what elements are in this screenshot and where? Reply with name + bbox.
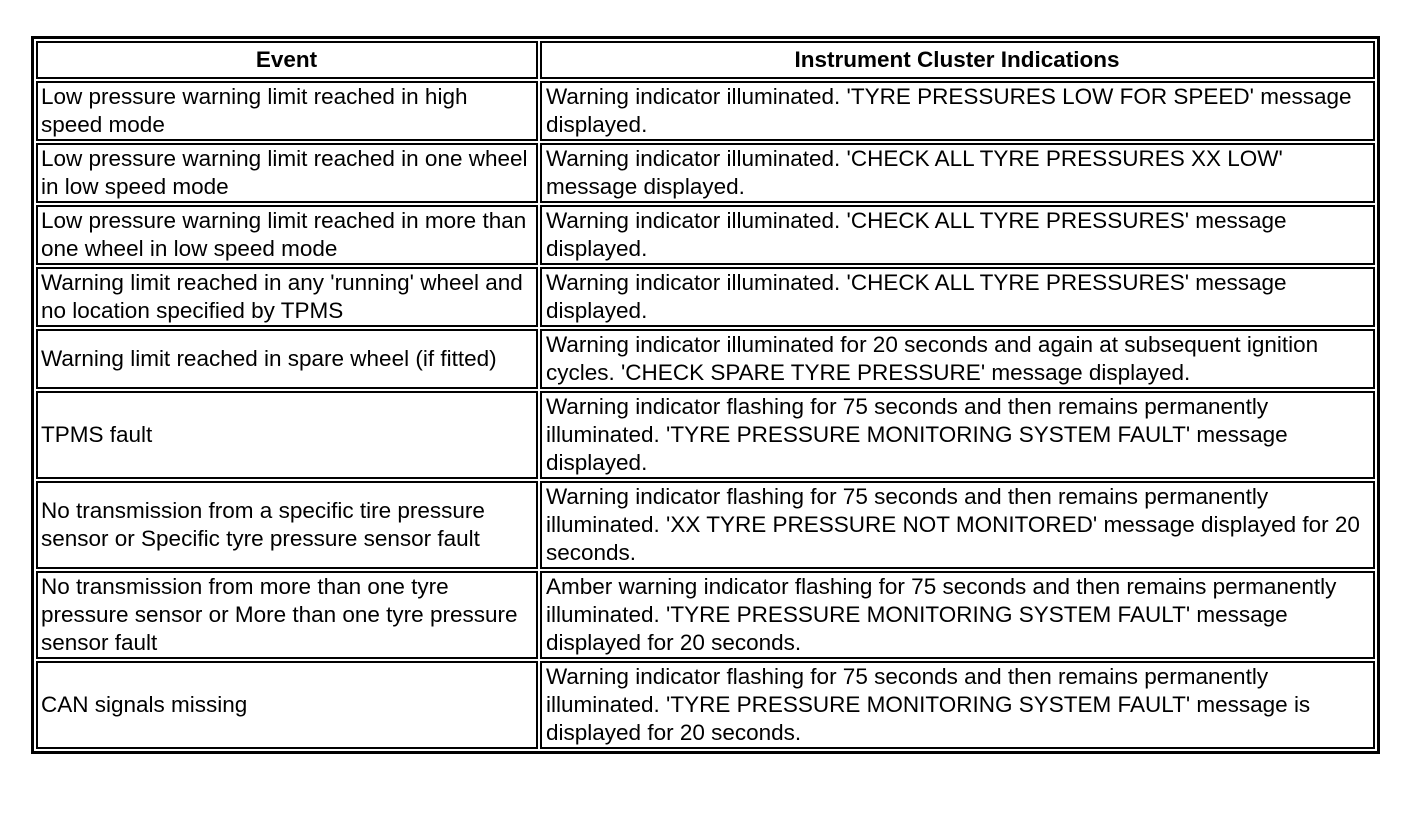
table-row: [36, 571, 1375, 659]
event-cell: Warning limit reached in spare wheel (if fitted): [36, 329, 538, 389]
table-header-row: [36, 41, 1375, 79]
table-row: [36, 143, 1375, 203]
tpms-indications-table: [34, 39, 1377, 751]
indication-cell: Warning indicator flashing for 75 seconds and then remains permanently illuminated. 'TYRE PRESSURE MONITORING SYSTEM FAULT' message is displayed for 20 seconds.: [540, 661, 1375, 749]
event-cell: Warning limit reached in any 'running' wheel and no location specified by TPMS: [36, 267, 538, 327]
column-header-event: Event: [36, 41, 538, 79]
indication-cell: Warning indicator illuminated. 'TYRE PRESSURES LOW FOR SPEED' message displayed.: [540, 81, 1375, 141]
table-row: [36, 661, 1375, 749]
indication-cell: Warning indicator flashing for 75 seconds and then remains permanently illuminated. 'TYRE PRESSURE MONITORING SYSTEM FAULT' message displayed.: [540, 391, 1375, 479]
event-cell: Low pressure warning limit reached in one wheel in low speed mode: [36, 143, 538, 203]
indication-cell: Warning indicator flashing for 75 seconds and then remains permanently illuminated. 'XX TYRE PRESSURE NOT MONITORED' message displayed for 20 seconds.: [540, 481, 1375, 569]
table-row: [36, 267, 1375, 327]
table-row: [36, 81, 1375, 141]
table-row: [36, 391, 1375, 479]
event-cell: TPMS fault: [36, 391, 538, 479]
column-header-indications: Instrument Cluster Indications: [540, 41, 1375, 79]
event-cell: No transmission from a specific tire pressure sensor or Specific tyre pressure sensor fault: [36, 481, 538, 569]
event-cell: Low pressure warning limit reached in high speed mode: [36, 81, 538, 141]
indication-cell: Warning indicator illuminated for 20 seconds and again at subsequent ignition cycles. 'CHECK SPARE TYRE PRESSURE' message displayed.: [540, 329, 1375, 389]
indication-cell: Amber warning indicator flashing for 75 seconds and then remains permanently illuminated. 'TYRE PRESSURE MONITORING SYSTEM FAULT' message displayed for 20 seconds.: [540, 571, 1375, 659]
indication-cell: Warning indicator illuminated. 'CHECK ALL TYRE PRESSURES XX LOW' message displayed.: [540, 143, 1375, 203]
event-cell: CAN signals missing: [36, 661, 538, 749]
tpms-indications-table-frame: [31, 36, 1380, 754]
event-cell: Low pressure warning limit reached in more than one wheel in low speed mode: [36, 205, 538, 265]
table-row: [36, 329, 1375, 389]
table-row: [36, 481, 1375, 569]
indication-cell: Warning indicator illuminated. 'CHECK ALL TYRE PRESSURES' message displayed.: [540, 205, 1375, 265]
table-row: [36, 205, 1375, 265]
event-cell: No transmission from more than one tyre pressure sensor or More than one tyre pressure sensor fault: [36, 571, 538, 659]
indication-cell: Warning indicator illuminated. 'CHECK ALL TYRE PRESSURES' message displayed.: [540, 267, 1375, 327]
